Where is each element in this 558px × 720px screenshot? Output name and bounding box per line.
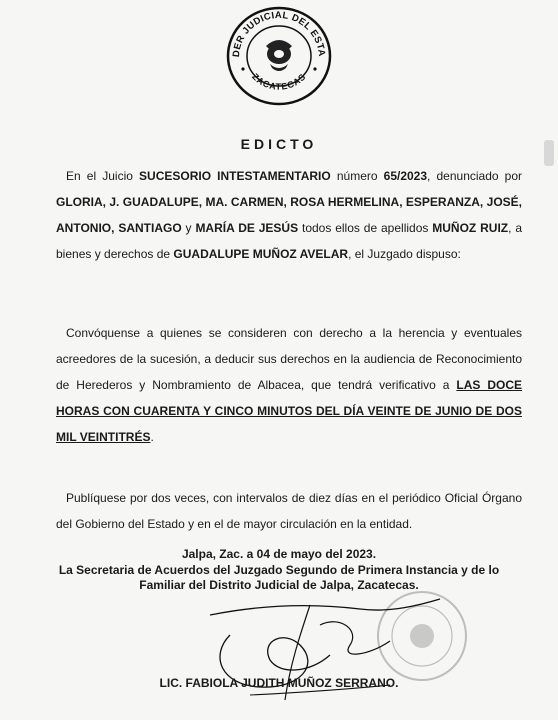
paragraph-publication: Publíquese por dos veces, con intervalos de diez días en el periódico Oficial Órgano del Gobierno del Estado y en el de mayor circulación en la entidad. [56, 491, 522, 531]
secretary-title-line1: La Secretaria de Acuerdos del Juzgado Segundo de Primera Instancia y de lo [58, 563, 500, 577]
secretary-title-line2: Familiar del Distrito Judicial de Jalpa, Zacatecas. [139, 578, 419, 592]
place-date: Jalpa, Zac. a 04 de mayo del 2023. [181, 547, 377, 561]
judicial-seal [226, 6, 332, 106]
svg-text:ZACATECAS: ZACATECAS [250, 71, 308, 92]
court-stamp [374, 588, 470, 684]
signer-name: LIC. FABIOLA JUDITH MUÑOZ SERRANO. [159, 676, 399, 690]
paragraph-convocation: Convóquense a quienes se consideren con derecho a la herencia y eventuales acreedores de la sucesión, a deducir sus derechos en la audiencia de Reconocimiento de Herederos y Nombramiento de Albacea, que tendrá verificativo a LAS DOCE HORAS CON CUARENTA Y CINCO MINUTOS DEL DÍA VEINTE DE JUNIO DE DOS MIL VEINTITRÉS. [56, 326, 522, 444]
document-title: EDICTO [240, 136, 318, 152]
svg-text:PODER JUDICIAL DEL ESTADO: DER JUDICIAL DEL ESTA [230, 9, 328, 58]
paragraph-intro: En el Juicio SUCESORIO INTESTAMENTARIO número 65/2023, denunciado por GLORIA, J. GUADALUPE, MA. CARMEN, ROSA HERMELINA, ESPERANZA, JOSÉ, ANTONIO, SANTIAGO y MARÍA DE JESÚS todos ellos de apellidos MUÑOZ RUIZ, a bienes y derechos de GUADALUPE MUÑOZ AVELAR, el Juzgado dispuso: [56, 169, 523, 261]
